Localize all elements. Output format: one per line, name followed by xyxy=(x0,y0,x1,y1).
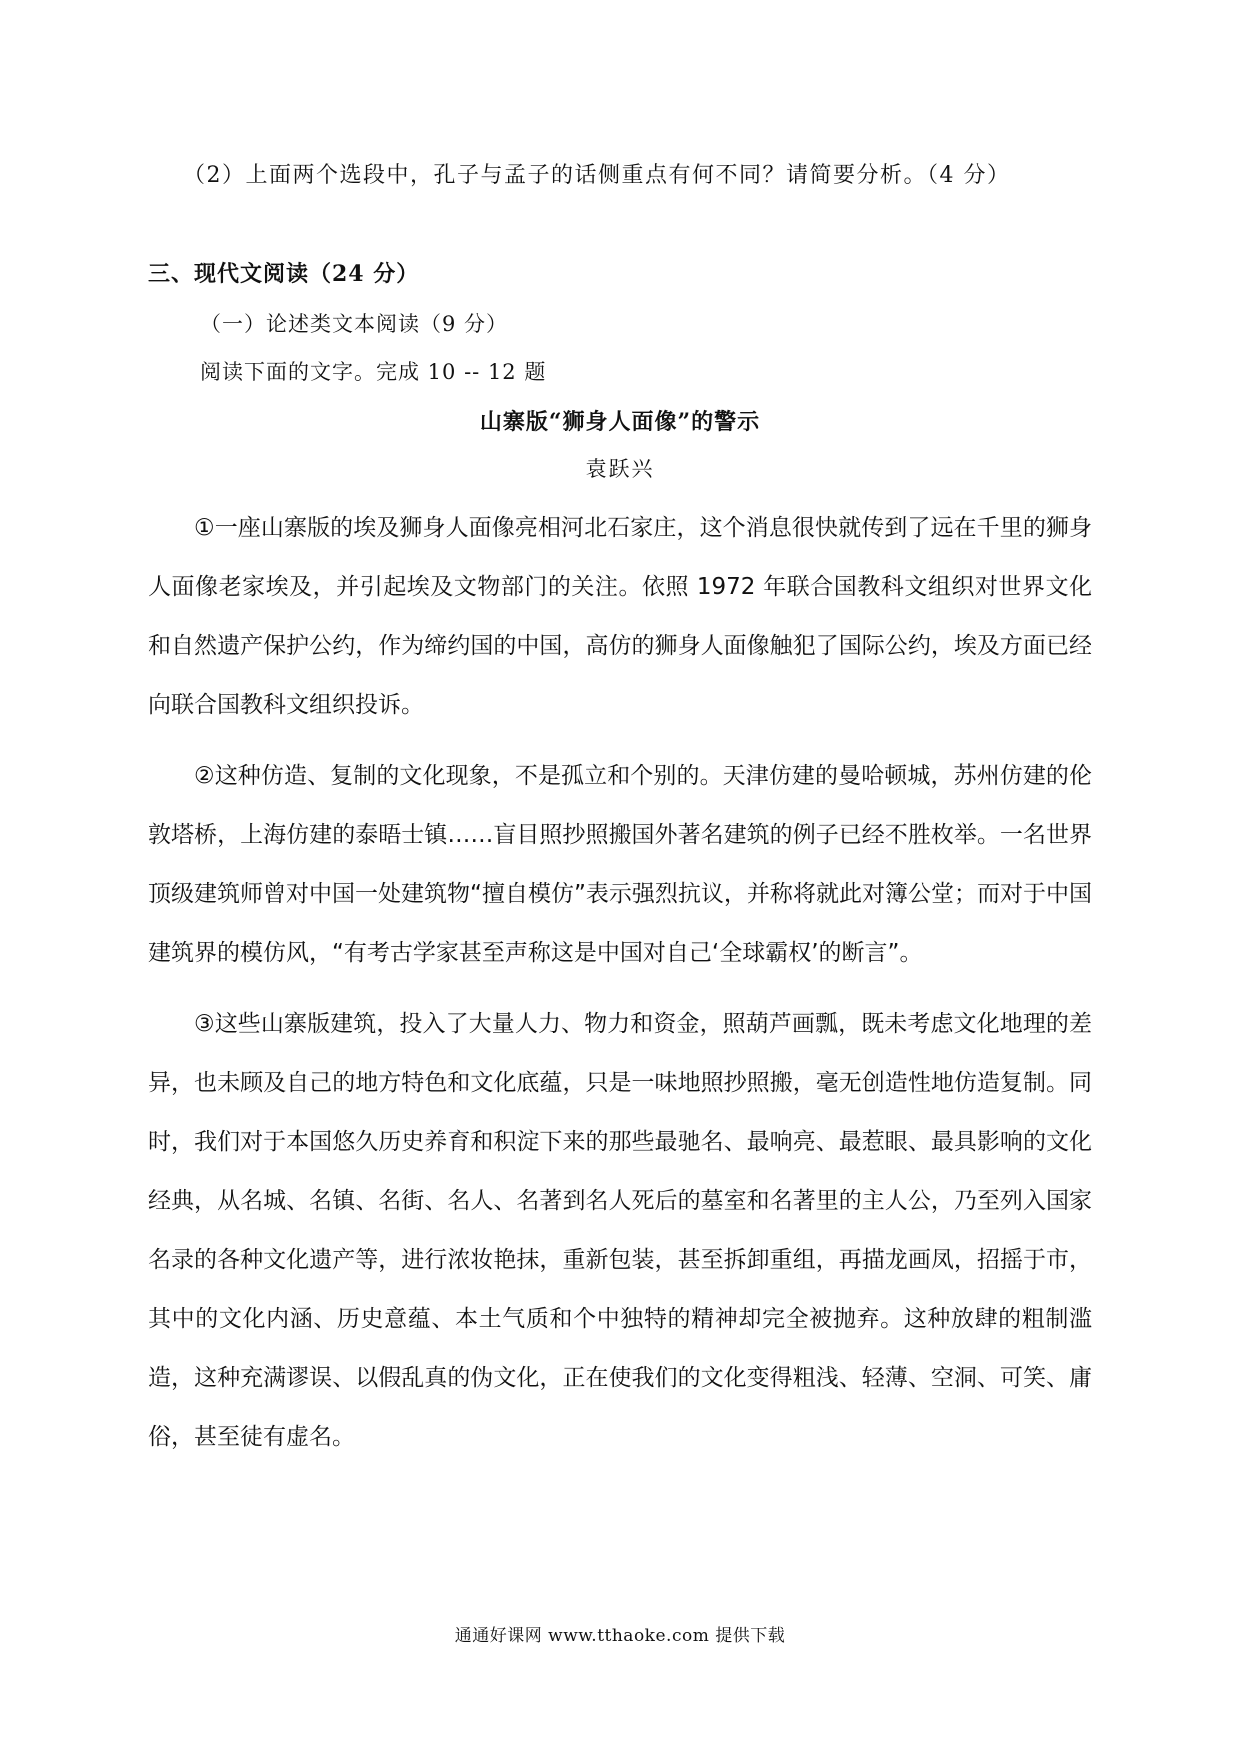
reading-instruction: 阅读下面的文字。完成 10 -- 12 题 xyxy=(200,360,547,384)
article-title: 山寨版“狮身人面像”的警示 xyxy=(479,409,761,435)
question-2: （2）上面两个选段中，孔子与孟子的话侧重点有何不同？请简要分析。（4 分） xyxy=(183,163,1011,188)
section-subheading: （一）论述类文本阅读（9 分） xyxy=(200,312,509,336)
paragraph-3: ③这些山寨版建筑，投入了大量人力、物力和资金，照葫芦画瓢，既未考虑文化地理的差异，也未顾及自己的地方特色和文化底蕴，只是一味地照抄照搬，毫无创造性地仿造复制。同时，我们对于本国悠久历史养育和积淀下来的那些最驰名、最响亮、最惹眼、最具影响的文化经典，从名城、名镇、名街、名人、名著到名人死后的墓室和名著里的主人公，乃至列入国家名录的各种文化遗产等，进行浓妆艳抹，重新包装，甚至拆卸重组，再描龙画凤，招摇于市，其中的文化内涵、历史意蕴、本土气质和个中独特的精神却完全被抛弃。这种放肆的粗制滥造，这种充满谬误、以假乱真的伪文化，正在使我们的文化变得粗浅、轻薄、空洞、可笑、庸俗，甚至徒有虚名。 xyxy=(148,1011,1092,1450)
paragraph-1: ①一座山寨版的埃及狮身人面像亮相河北石家庄，这个消息很快就传到了远在千里的狮身人面像老家埃及，并引起埃及文物部门的关注。依照 1972 年联合国教科文组织对世界文化和自然遗产保护公约，作为缔约国的中国，高仿的狮身人面像触犯了国际公约，埃及方面已经向联合国教科文组织投诉。 xyxy=(148,515,1092,718)
article-body xyxy=(148,499,1092,1479)
paragraph-2: ②这种仿造、复制的文化现象，不是孤立和个别的。天津仿建的曼哈顿城，苏州仿建的伦敦塔桥，上海仿建的泰晤士镇……盲目照抄照搬国外著名建筑的例子已经不胜枚举。一名世界顶级建筑师曾对中国一处建筑物“擅自模仿”表示强烈抗议，并称将就此对簿公堂；而对于中国建筑界的模仿风，“有考古学家甚至声称这是中国对自己‘全球霸权’的断言”。 xyxy=(148,763,1092,966)
section-heading: 三、现代文阅读（24 分） xyxy=(148,261,420,287)
article-author: 袁跃兴 xyxy=(585,457,655,481)
page-footer: 通通好课网 www.tthaoke.com 提供下载 xyxy=(454,1626,786,1646)
